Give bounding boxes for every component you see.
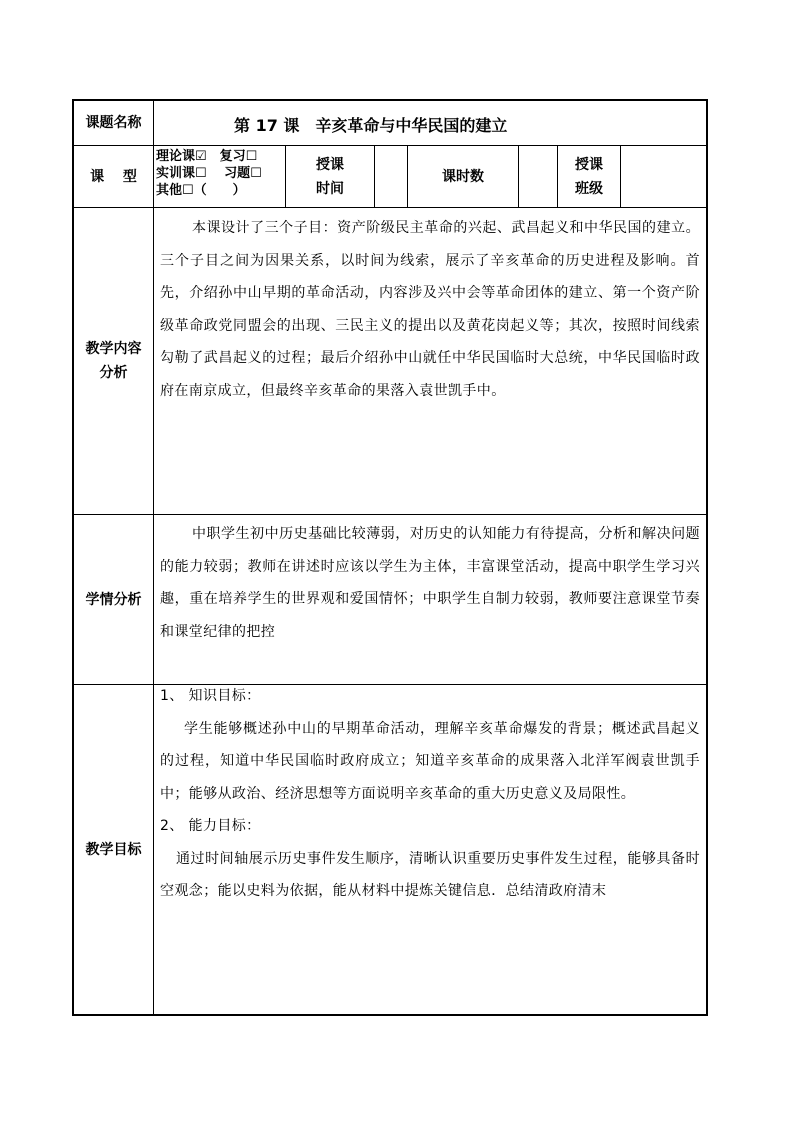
row-divider-3 <box>73 514 707 515</box>
row2-divider-f <box>620 146 621 207</box>
ability-goal-heading: 2、 能力目标： <box>160 818 261 834</box>
teaching-goals-content <box>160 680 700 1014</box>
class-hours-label: 课时数 <box>442 168 484 185</box>
teaching-class-label <box>558 146 620 207</box>
teaching-time-label <box>286 146 374 207</box>
lesson-type-options <box>156 148 285 206</box>
lesson-type-line-1: 理论课☑ 复习☐ <box>156 149 258 164</box>
table-border-bottom <box>72 1014 708 1016</box>
row2-divider-d <box>518 146 519 207</box>
knowledge-goal-heading: 1、 知识目标： <box>160 688 261 704</box>
label-column-divider <box>153 100 154 1015</box>
lesson-type-line-3: 其他☐（ ） <box>156 183 246 198</box>
teaching-class-label-line-1: 授课 <box>575 156 603 173</box>
row-divider-2 <box>73 207 707 208</box>
table-border-top <box>72 99 708 101</box>
row2-divider-b <box>374 146 375 207</box>
table-border-right <box>706 99 708 1016</box>
teaching-time-label-line-2: 时间 <box>316 180 344 197</box>
lesson-type-label: 课 型 <box>90 168 137 185</box>
content-analysis-label <box>74 208 153 514</box>
lesson-title: 第 17 课 辛亥革命与中华民国的建立 <box>234 116 508 135</box>
content-analysis-text: 本课设计了三个子目：资产阶级民主革命的兴起、武昌起义和中华民国的建立。三个子目之间为因果关系，以时间为线索，展示了辛亥革命的历史进程及影响。首先，介绍孙中山早期的革命活动，内容涉及兴中会等革命团体的建立、第一个资产阶级革命政党同盟会的出现、三民主义的提出以及黄花岗起义等；其次，按照时间线索勾勒了武昌起义的过程；最后介绍孙中山就任中华民国临时大总统，中华民国临时政府在南京成立，但最终辛亥革命的果落入袁世凯手中。 <box>160 220 700 399</box>
lesson-title-label: 课题名称 <box>85 115 142 131</box>
content-analysis-label-line-2: 分析 <box>99 365 128 381</box>
ability-goal-text: 通过时间轴展示历史事件发生顺序，清晰认识重要历史事件发生过程，能够具备时空观念；能以史料为依据，能从材料中提炼关键信息．总结清政府清末 <box>160 850 700 899</box>
lesson-type-line-2: 实训课☐ 习题☐ <box>156 166 262 181</box>
content-analysis-label-line-1: 教学内容 <box>85 341 142 357</box>
teaching-class-label-line-2: 班级 <box>575 180 603 197</box>
teaching-time-label-line-1: 授课 <box>316 156 344 173</box>
student-analysis-label: 学情分析 <box>85 591 142 608</box>
knowledge-goal-text: 学生能够概述孙中山的早期革命活动，理解辛亥革命爆发的背景；概述武昌起义的过程，知道中华民国临时政府成立；知道辛亥革命的成果落入北洋军阀袁世凯手中；能够从政治、经济思想等方面说明辛亥革命的重大历史意义及局限性。 <box>160 720 700 802</box>
student-analysis-text: 中职学生初中历史基础比较薄弱，对历史的认知能力有待提高，分析和解决问题的能力较弱；教师在讲述时应该以学生为主体，丰富课堂活动，提高中职学生学习兴趣，重在培养学生的世界观和爱国情怀；中职学生自制力较弱，教师要注意课堂节奏和课堂纪律的把控 <box>160 526 700 640</box>
teaching-goals-label: 教学目标 <box>85 841 142 858</box>
